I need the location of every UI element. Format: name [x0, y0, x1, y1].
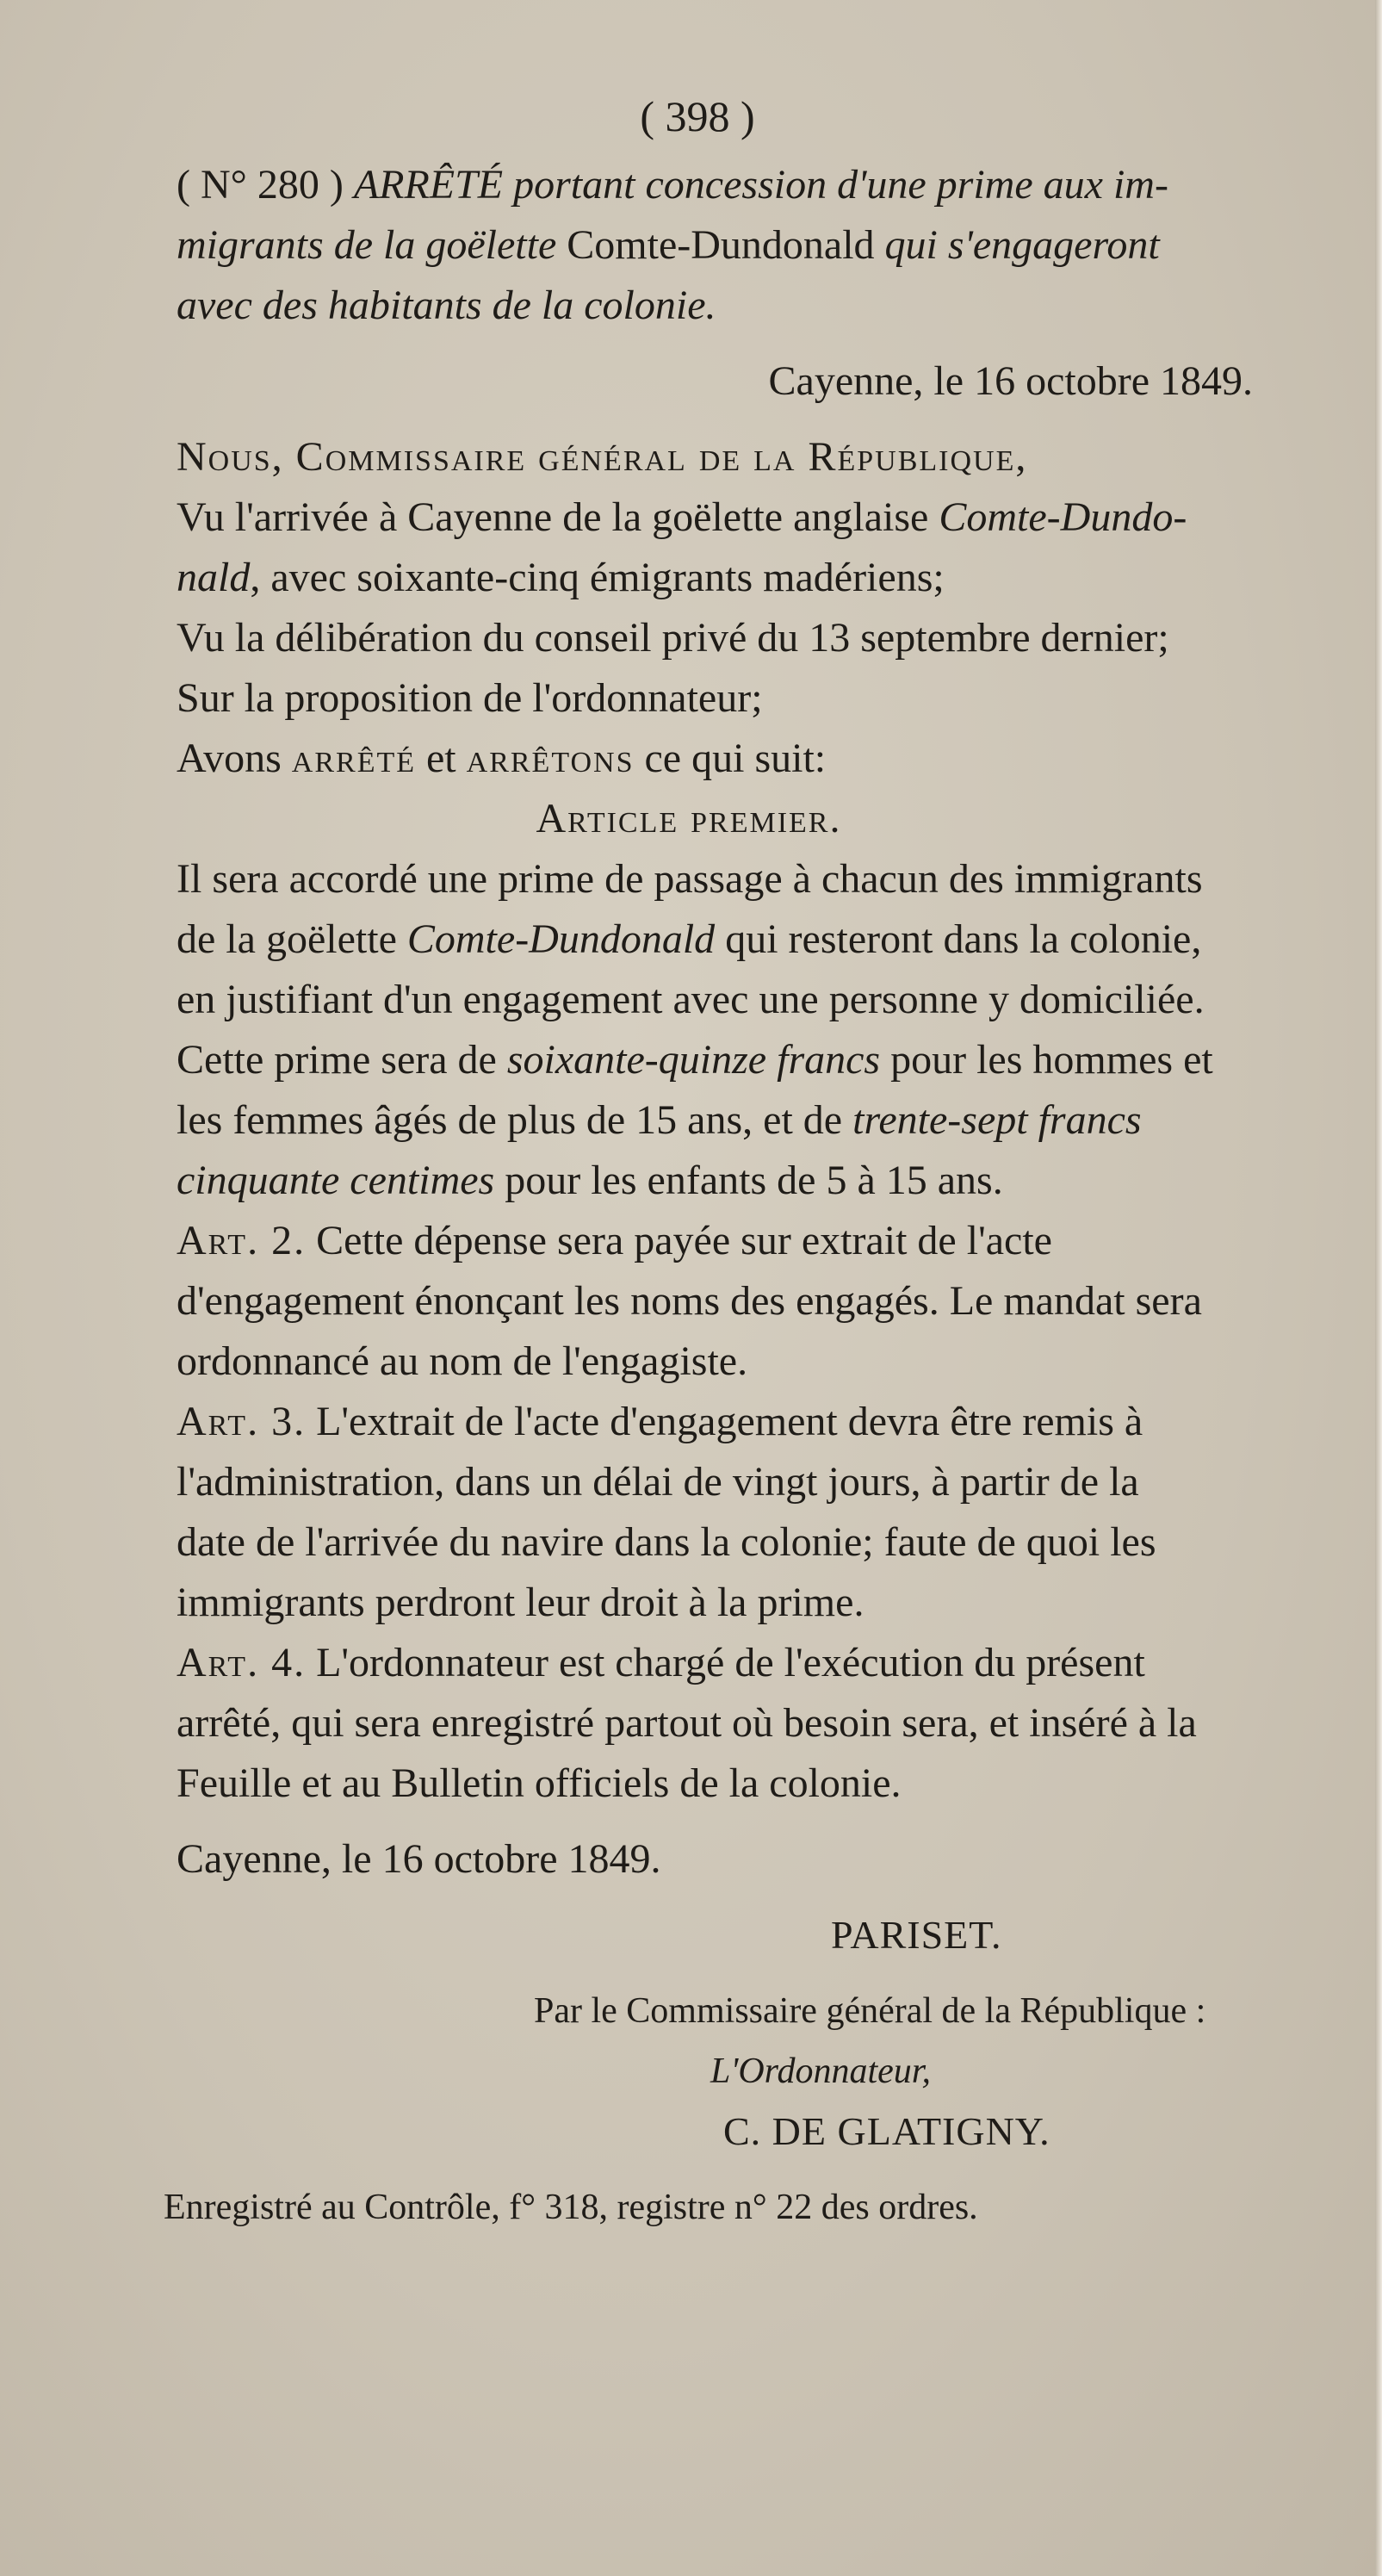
date-bottom: Cayenne, le 16 octobre 1849. — [177, 1836, 661, 1882]
footer-enregistre: Enregistré au Contrôle, f° 318, registre n° 22 des ordres. — [164, 2188, 978, 2227]
art1-line-2: de la goëlette Comte-Dundonald qui resteront dans la colonie, — [177, 916, 1202, 962]
art3-line-3: date de l'arrivée du navire dans la colonie; faute de quoi les — [177, 1519, 1156, 1565]
decree-number: ( N° 280 ) — [177, 162, 344, 208]
art4-line-3: Feuille et au Bulletin officiels de la colonie. — [177, 1760, 902, 1806]
vu-line-2: nald, avec soixante-cinq émigrants madériens; — [177, 555, 945, 600]
art4-line-1: Art. 4. L'ordonnateur est chargé de l'exécution du présent — [177, 1640, 1145, 1685]
art2-line-1: Art. 2. Cette dépense sera payée sur extrait de l'acte — [177, 1218, 1052, 1263]
heading-line-2: migrants de la goëlette Comte-Dundonald qui s'engageront — [177, 222, 1160, 268]
art4-line-2: arrêté, qui sera enregistré partout où besoin sera, et inséré à la — [177, 1700, 1197, 1746]
page-edge — [1375, 0, 1382, 2576]
ordonnateur-line: L'Ordonnateur, — [710, 2051, 931, 2091]
art2-line-3: ordonnancé au nom de l'engagiste. — [177, 1338, 748, 1384]
art1-line-3: en justifiant d'un engagement avec une personne y domiciliée. — [177, 977, 1205, 1022]
vu-line-3: Vu la délibération du conseil privé du 13 septembre dernier; — [177, 615, 1169, 661]
heading-line-3: avec des habitants de la colonie. — [177, 282, 716, 328]
art3-line-4: immigrants perdront leur droit à la prime. — [177, 1580, 865, 1625]
heading-title: ARRÊTÉ portant concession d'une prime aux im- — [353, 162, 1168, 208]
avons-line: Avons arrêté et arrêtons ce qui suit: — [177, 736, 827, 781]
art1-line-5: les femmes âgés de plus de 15 ans, et de trente-sept francs — [177, 1097, 1142, 1143]
art4-label: Art. 4. — [177, 1640, 307, 1685]
sur-line: Sur la proposition de l'ordonnateur; — [177, 675, 763, 721]
art3-label: Art. 3. — [177, 1399, 307, 1444]
article-premier-heading: Article premier. — [536, 796, 842, 841]
signature-pariset: PARISET. — [831, 1913, 1002, 1957]
art3-line-1: Art. 3. L'extrait de l'acte d'engagement devra être remis à — [177, 1399, 1143, 1444]
page-number: ( 398 ) — [640, 92, 755, 140]
nous-line: Nous, Commissaire général de la République, — [177, 434, 1028, 480]
art1-line-1: Il sera accordé une prime de passage à chacun des immigrants — [177, 856, 1203, 902]
document-text — [164, 86, 1356, 2238]
signature-glatigny: C. DE GLATIGNY. — [723, 2109, 1050, 2153]
date-top: Cayenne, le 16 octobre 1849. — [768, 358, 1253, 404]
heading-line-1 — [177, 155, 1356, 215]
art1-line-4: Cette prime sera de soixante-quinze francs pour les hommes et — [177, 1037, 1213, 1083]
art3-line-2: l'administration, dans un délai de vingt jours, à partir de la — [177, 1459, 1139, 1505]
art1-line-6: cinquante centimes pour les enfants de 5 à 15 ans. — [177, 1158, 1003, 1203]
art2-line-2: d'engagement énonçant les noms des engagés. Le mandat sera — [177, 1278, 1202, 1324]
ship-name: Comte-Dundonald — [567, 222, 875, 268]
vu-line-1: Vu l'arrivée à Cayenne de la goëlette anglaise Comte-Dundo- — [177, 494, 1187, 540]
par-le-line: Par le Commissaire général de la République : — [534, 1991, 1206, 2031]
art2-label: Art. 2. — [177, 1218, 307, 1263]
